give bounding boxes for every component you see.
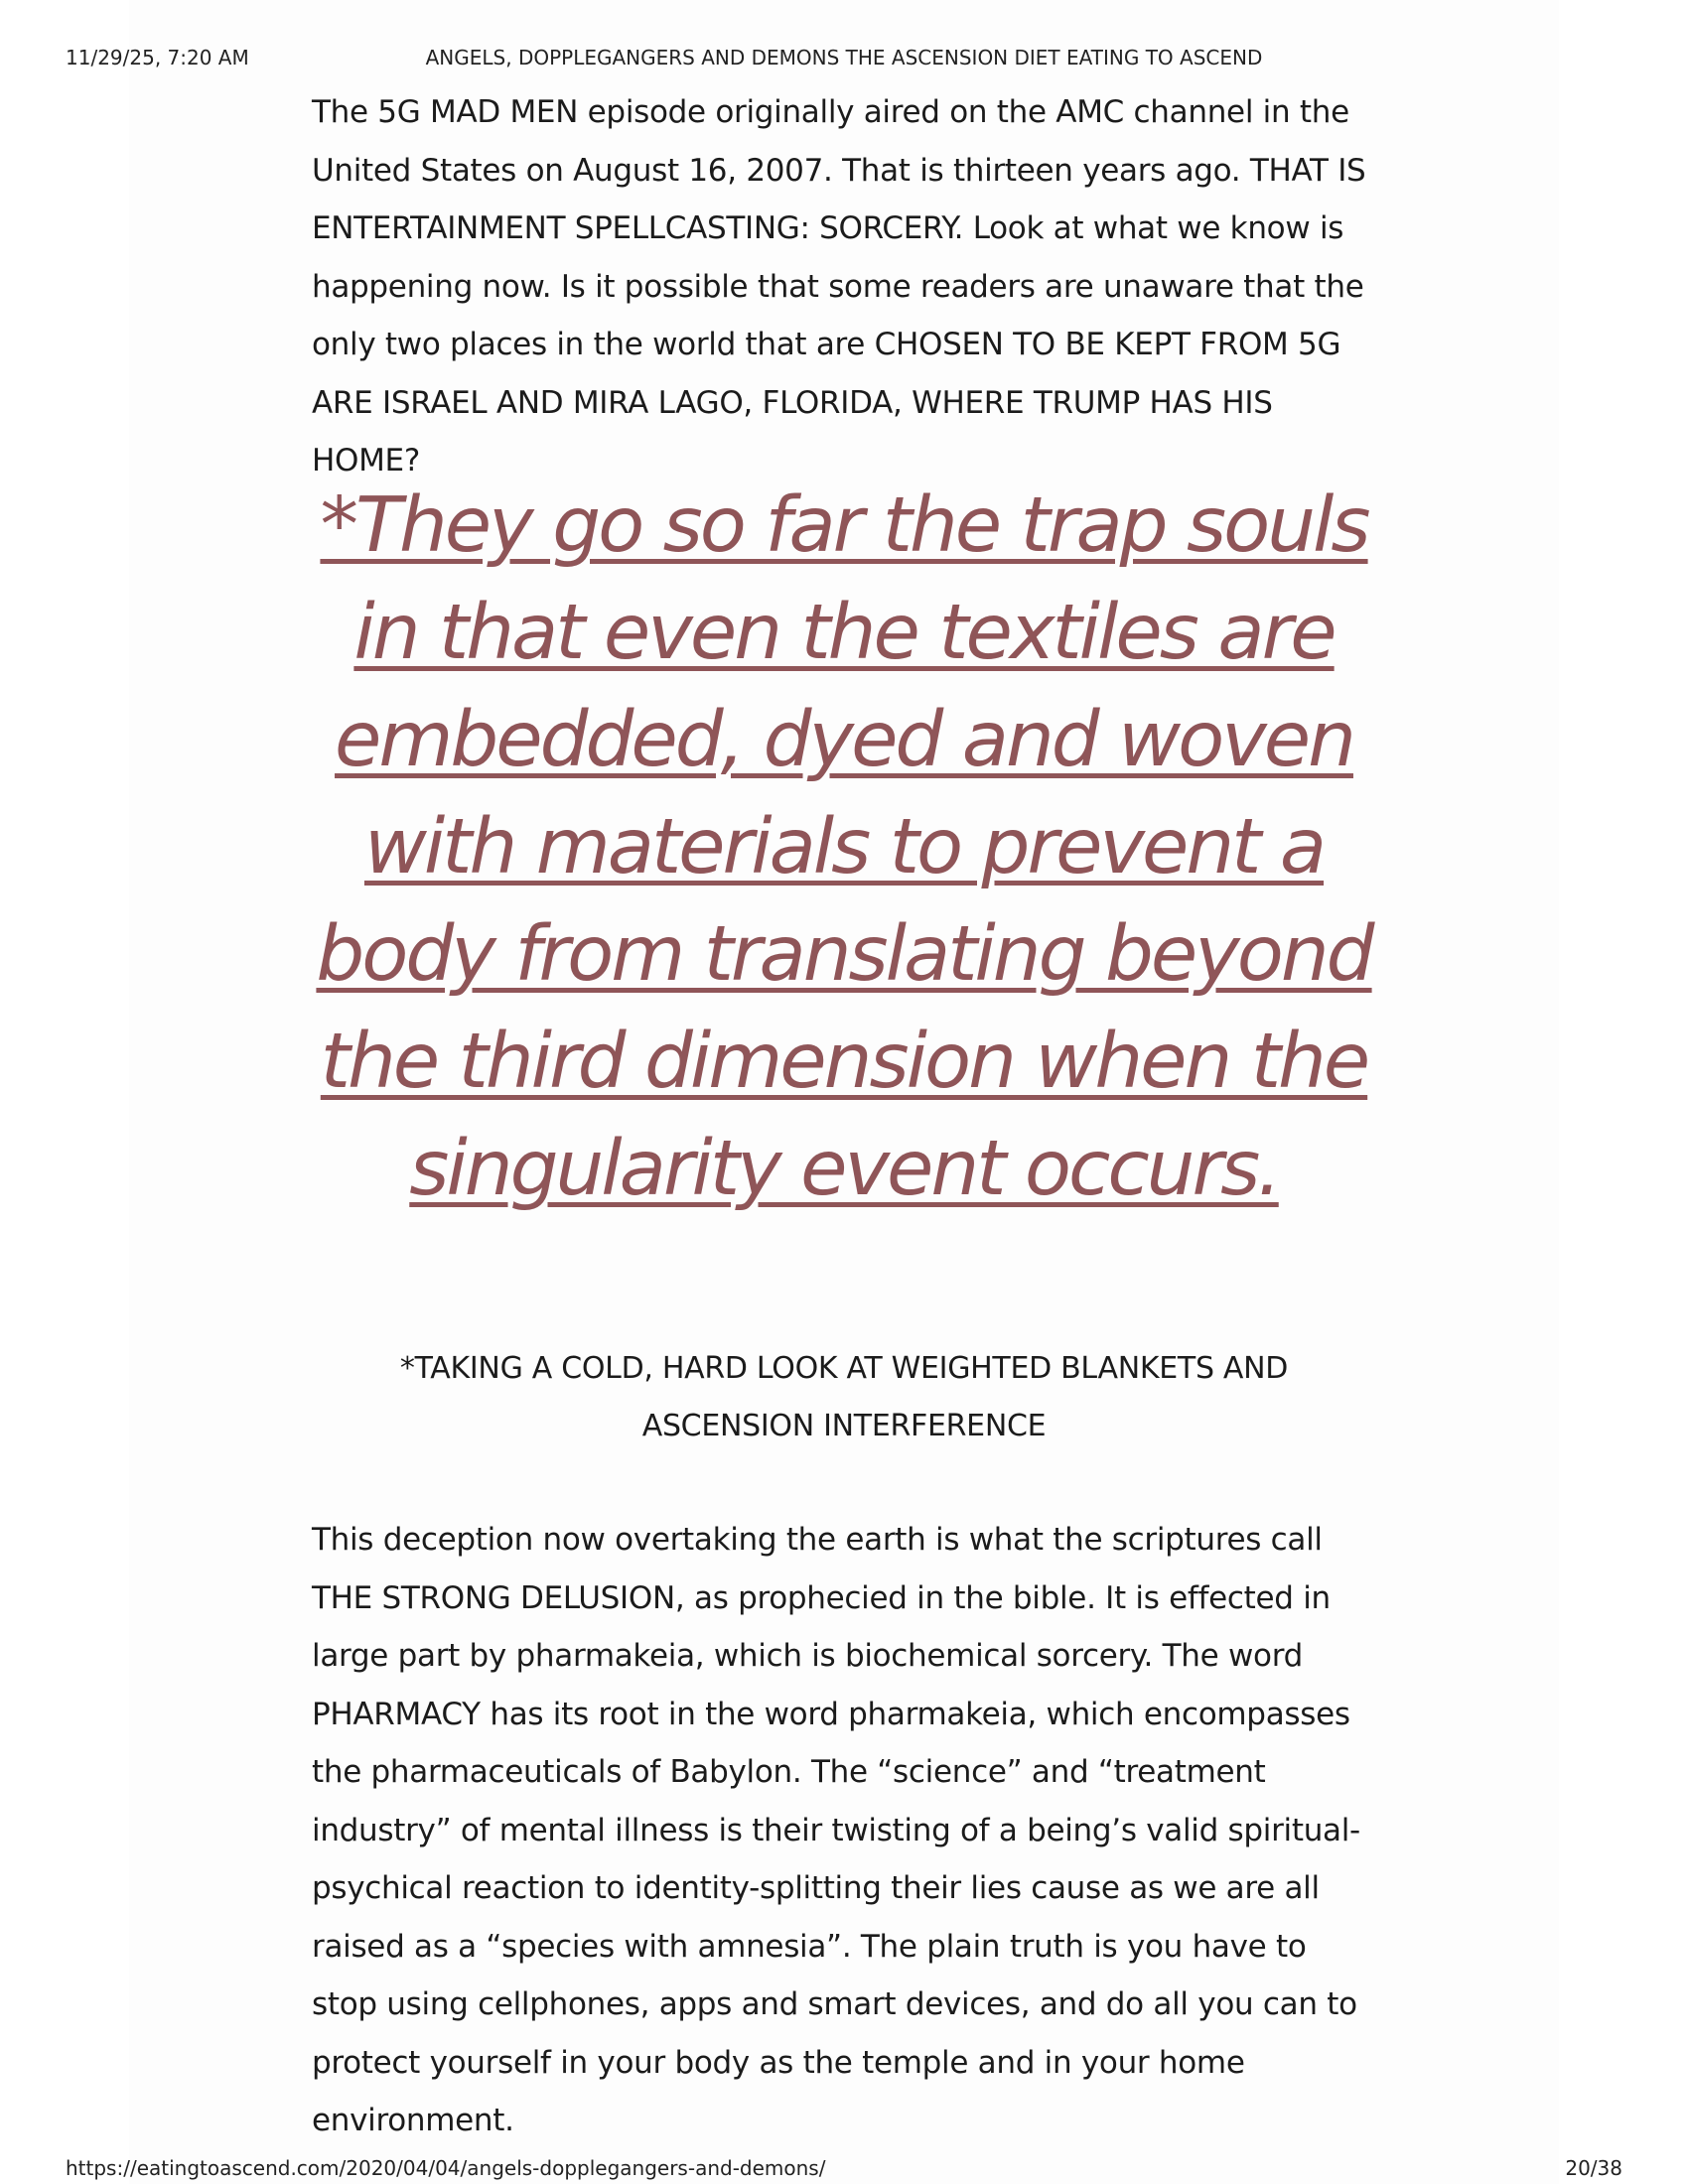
print-datetime: 11/29/25, 7:20 AM	[66, 46, 249, 69]
article-paragraph-2: This deception now overtaking the earth is what the scriptures call THE STRONG DELUSION, as prophecied in the bible. It is effected in large part by pharmakeia, which is biochemical sorcery. The word PHARMACY has its root in the word pharmakeia, which encompasses the pharmaceuticals of Babylon. The “science” and “treatment industry” of mental illness is their twisting of a being’s valid spiritual-psychical reaction to identity-splitting their lies cause as we are all raised as a “species with amnesia”. The plain truth is you have to stop using cellphones, apps and smart devices, and do all you can to protect yourself in your body as the temple and in your home environment.	[312, 1522, 1360, 2138]
print-page-title: ANGELS, DOPPLEGANGERS AND DEMONS THE ASCENSION DIET EATING TO ASCEND	[425, 46, 1263, 69]
article-body	[312, 83, 1376, 2150]
quote-link[interactable]: *They go so far the trap souls in that even the textiles are embedded, dyed and woven with materials to prevent a body from translating beyond the third dimension when the singularity event occurs.	[316, 481, 1372, 1213]
quote-caption: *TAKING A COLD, HARD LOOK AT WEIGHTED BLANKETS AND ASCENSION INTERFERENCE	[399, 1351, 1289, 1443]
article-paragraph-1: The 5G MAD MEN episode originally aired on the AMC channel in the United States on August 16, 2007. That is thirteen years ago. THAT IS ENTERTAINMENT SPELLCASTING: SORCERY. Look at what we know is happening now. Is it possible that some readers are unaware that the only two places in the world that are CHOSEN TO BE KEPT FROM 5G ARE ISRAEL AND MIRA LAGO, FLORIDA, WHERE TRUMP HAS HIS HOME?	[312, 94, 1366, 478]
print-source-url: https://eatingtoascend.com/2020/04/04/angels-dopplegangers-and-demons/	[66, 2156, 826, 2180]
print-page-number: 20/38	[1565, 2156, 1622, 2180]
